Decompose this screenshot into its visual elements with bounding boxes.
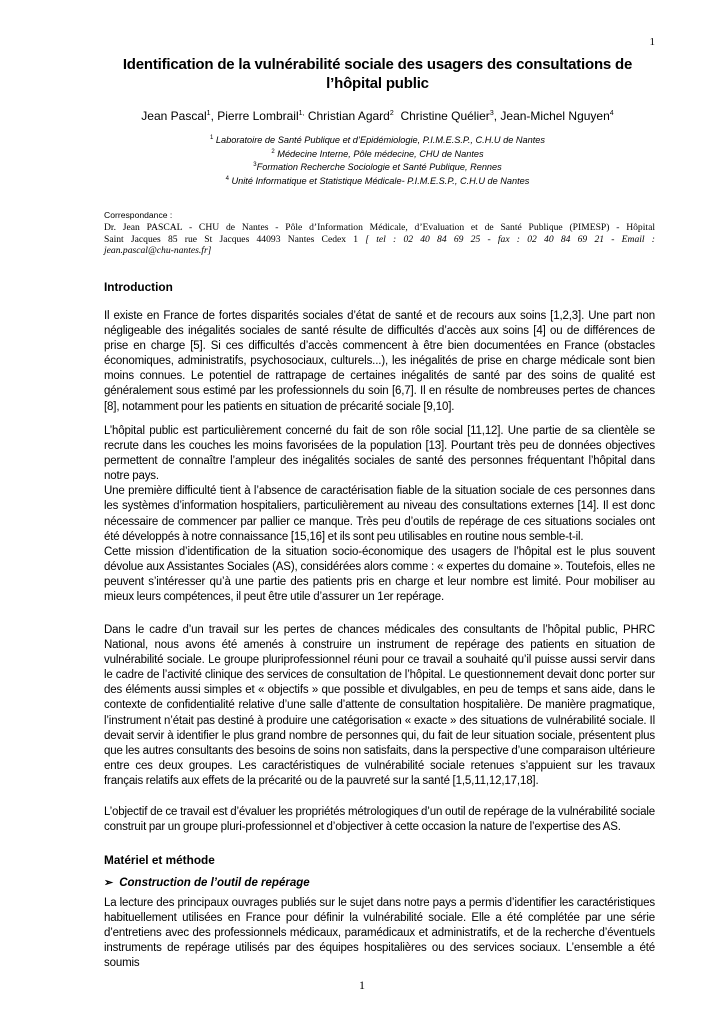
section-heading-introduction: Introduction <box>104 280 173 294</box>
affiliation: $^2$ Médecine Interne, Pôle médecine, CHU de Nantes <box>271 148 484 159</box>
intro-paragraph-1: Il existe en France de fortes disparités sociales d’état de santé et de recours aux soins [1,2,3]. Une part non négligeable des inégalités sociales de santé résulte de difficultés d’accès aux soins [4] ou de différences de prise en charge [5]. Si ces difficultés d’accès commencent à être bien documentées en France (obstacles économiques, administratifs, psychosociaux, culturels...), les inégalités de prise en charge médicale sont bien moins connues. Le potentiel de rattrapage de certaines inégalités de santé par des soins de qualité est généralement sous estimé par les professionnels du soin [6,7]. Il en résulte de nombreuses pertes de chances [8], notamment pour les patients en situation de précarité sociale [9,10]. <box>104 310 655 413</box>
affiliation-list <box>100 134 655 188</box>
arrow-bullet-icon: ➢ <box>104 877 114 889</box>
author: Jean-Michel Nguyen$^4$ <box>500 109 614 123</box>
author: Jean Pascal$^1$, <box>141 109 218 123</box>
author: Christian Agard$^2$ <box>307 109 394 123</box>
correspondence-line: Dr. Jean PASCAL - CHU de Nantes - Pôle d’Information Médicale, d’Evaluation et de Santé Publique (PIMESP) - Hôpital <box>104 221 655 233</box>
page-number-top: 1 <box>649 36 655 48</box>
methods-paragraph-1: La lecture des principaux ouvrages publiés sur le sujet dans notre pays a permis d’identifier les caractéristiques habituellement utilisées en France pour définir la vulnérabilité sociale. Elle a été complétée par une série d’entretiens avec des professionnels médicaux, paramédicaux et administratifs, et de la recherche d’éventuels instruments de repérage utilisés par des équipes hospitalières ou des services sociaux. L’ensemble a été soumis <box>104 897 655 970</box>
author: Pierre Lombrail$^{1,}$ <box>217 109 305 123</box>
correspondence-email: jean.pascal@chu-nantes.fr] <box>104 245 212 257</box>
paper-title: Identification de la vulnérabilité sociale des usagers des consultations de l’hôpital public <box>122 56 633 92</box>
author-list <box>100 108 655 124</box>
intro-paragraph-2: L’hôpital public est particulièrement concerné du fait de son rôle social [11,12]. Une partie de sa clientèle se recrute dans les couches les moins favorisées de la population [13]. Pourtant très peu de données objectives permettent de connaître l’ampleur des inégalités sociales de santé des personnes fréquentant l’hôpital dans notre pays. <box>104 425 655 483</box>
correspondence-label: Correspondance : <box>104 210 173 220</box>
intro-paragraph-group <box>104 424 655 605</box>
affiliation: $^4$ Unité Informatique et Statistique Médicale- P.I.M.E.S.P., C.H.U de Nantes <box>225 175 530 186</box>
intro-paragraph-3: Une première difficulté tient à l’absence de caractérisation fiable de la situation sociale de ces personnes dans les systèmes d’information hospitaliers, particulièrement au niveau des consultations externes [14]. Il est donc nécessaire de commencer par pallier ce manque. Très peu d’outils de repérage de ces situations sociales ont été développés à notre connaissance [15,16] et ils sont peu utilisables en routine nous semble-t-il. <box>104 485 655 543</box>
author: Christine Quélier$^3$, <box>400 109 501 123</box>
section-heading-methods: Matériel et méthode <box>104 853 215 867</box>
subsection-heading: ➢ Construction de l’outil de repérage <box>104 877 310 889</box>
correspondence-block <box>104 210 655 257</box>
correspondence-line: Saint Jacques 85 rue St Jacques 44093 Nantes Cedex 1 [ tel : 02 40 84 69 25 - fax : 02 40 84 69 21 - Email : <box>104 233 655 245</box>
page-number-bottom: 1 <box>359 978 365 992</box>
affiliation: $^3$Formation Recherche Sociologie et Santé Publique, Rennes <box>253 162 502 172</box>
intro-paragraph-4: Cette mission d’identification de la situation socio-économique des usagers de l’hôpital est le plus souvent dévolue aux Assistantes Sociales (AS), considérées alors comme : « expertes du domaine ». Toutefois, elles ne peuvent s’intéresser qu’à une partie des patients pris en charge et leur nombre est limité. Pour mobiliser au mieux leurs compétences, il peut être utile d’assurer un 1er repérage. <box>104 545 655 604</box>
intro-paragraph-6: L’objectif de ce travail est d’évaluer les propriétés métrologiques d’un outil de repérage de la vulnérabilité sociale construit par un groupe pluri-professionnel et d’objectiver à cette occasion la nature de l’expertise des AS. <box>104 806 655 834</box>
affiliation: $^1$ Laboratoire de Santé Publique et d’Epidémiologie, P.I.M.E.S.P., C.H.U de Nantes <box>210 135 545 145</box>
intro-paragraph-5: Dans le cadre d’un travail sur les pertes de chances médicales des consultants de l’hôpital public, PHRC National, nous avons été amenés à construire un instrument de repérage des patients en situation de vulnérabilité sociale. Le groupe pluriprofessionnel réuni pour ce travail a souhaité qu’il puisse aussi servir dans le cadre de l’activité clinique des services de consultation de l’hôpital. Le questionnement devait donc porter sur des éléments aussi simples et « objectifs » que possible et divulgables, en peu de temps et sans aide, dans le contexte de confidentialité relative d’une salle d’attente de consultation hospitalière. De manière pragmatique, l’instrument n’était pas destiné à produire une catégorisation « exacte » des situations de vulnérabilité sociale. Il devait servir à identifier le plus grand nombre de personnes qui, du fait de leur situation sociale, présentent plus que les autres consultants des besoins de soins non satisfaits, dans la perspective d’une comparaison ultérieure entre ces deux groupes. Les caractéristiques de vulnérabilité sociale retenues s’appuient sur les travaux français relatifs aux effets de la précarité ou de la pauvreté sur la santé [1,5,11,12,17,18]. <box>104 624 655 787</box>
